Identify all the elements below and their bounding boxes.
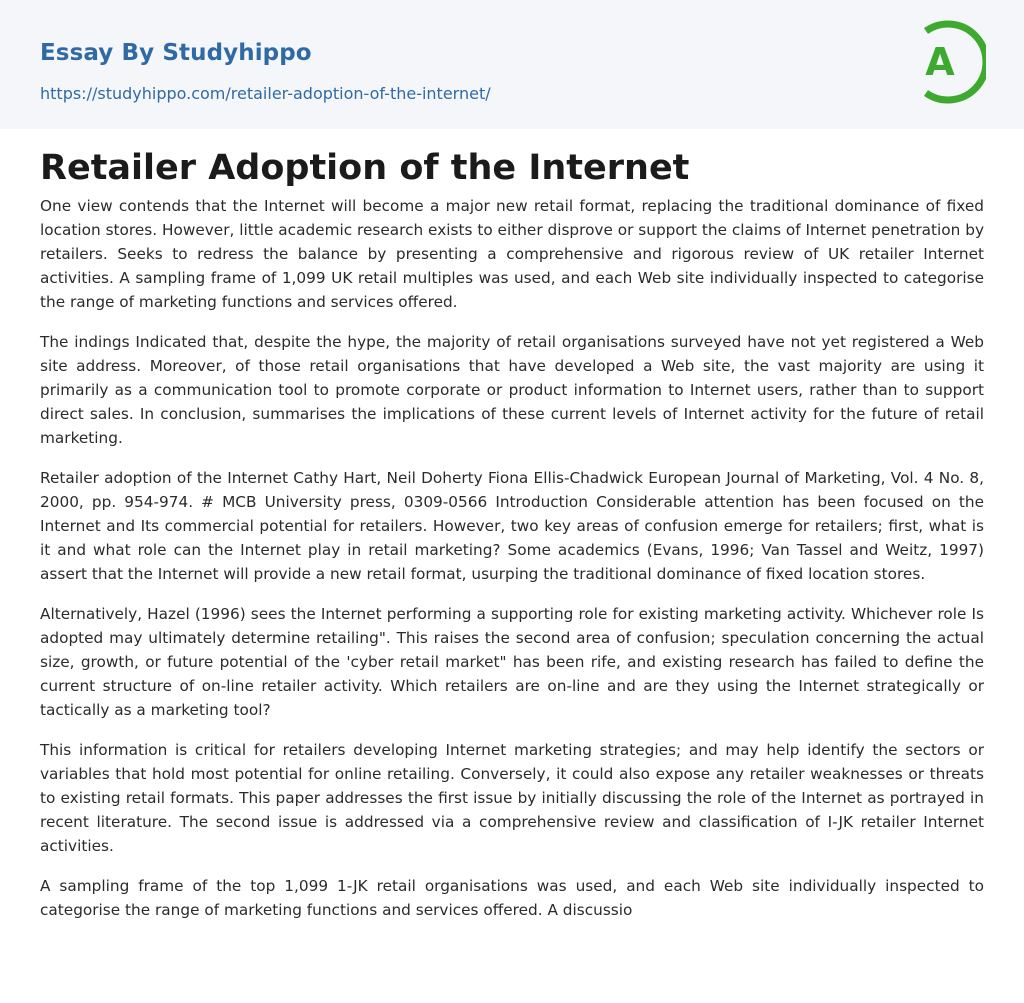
essay-paragraph: Retailer adoption of the Internet Cathy Hart, Neil Doherty Fiona Ellis-Chadwick European Journal of Marketing, Vol. 4 No. 8, 2000, pp. 954-974. # MCB University press, 0309-0566 Introduction Considerable attention has been focused on the Internet and Its commercial potential for retailers. However, two key areas of confusion emerge for retailers; first, what is it and what role can the Internet play in retail marketing? Some academics (Evans, 1996; Van Tassel and Weitz, 1997) assert that the Internet will provide a new retail format, usurping the traditional dominance of fixed location stores. [40,469,984,583]
studyhippo-logo[interactable] [912,19,986,105]
essay-paragraph: One view contends that the Internet will become a major new retail format, replacing the traditional dominance of fixed location stores. However, little academic research exists to either disprove or support the claims of Internet penetration by retailers. Seeks to redress the balance by presenting a comprehensive and rigorous review of UK retailer Internet activities. A sampling frame of 1,099 UK retail multiples was used, and each Web site individually inspected to categorise the range of marketing functions and services offered. [40,197,984,311]
essay-paragraph: Alternatively, Hazel (1996) sees the Internet performing a supporting role for existing marketing activity. Whichever role Is adopted may ultimately determine retailing". This raises the second area of confusion; speculation concerning the actual size, growth, or future potential of the 'cyber retail market" has been rife, and existing research has failed to define the current structure of on-line retailer activity. Which retailers are on-line and are they using the Internet strategically or tactically as a marketing tool? [40,605,984,719]
essay-body [40,194,984,938]
essay-paragraph: This information is critical for retailers developing Internet marketing strategies; and may help identify the sectors or variables that hold most potential for online retailing. Conversely, it could also expose any retailer weaknesses or threats to existing retail formats. This paper addresses the first issue by initially discussing the role of the Internet as portrayed in recent literature. The second issue is addressed via a comprehensive review and classification of I-JK retailer Internet activities. [40,741,984,855]
essay-paragraph: The indings Indicated that, despite the hype, the majority of retail organisations surveyed have not yet registered a Web site address. Moreover, of those retail organisations that have developed a Web site, the vast majority are using it primarily as a communication tool to promote corporate or product information to Internet users, rather than to support direct sales. In conclusion, summarises the implications of these current levels of Internet activity for the future of retail marketing. [40,333,984,447]
logo-letter: A [925,40,955,84]
page-title: Retailer Adoption of the Internet [40,148,690,188]
essay-paragraph: A sampling frame of the top 1,099 1-JK retail organisations was used, and each Web site individually inspected to categorise the range of marketing functions and services offered. A discussio [40,877,984,919]
brand-link[interactable]: Essay By Studyhippo [40,40,312,66]
essay-url-link[interactable]: https://studyhippo.com/retailer-adoption-of-the-internet/ [40,84,491,103]
